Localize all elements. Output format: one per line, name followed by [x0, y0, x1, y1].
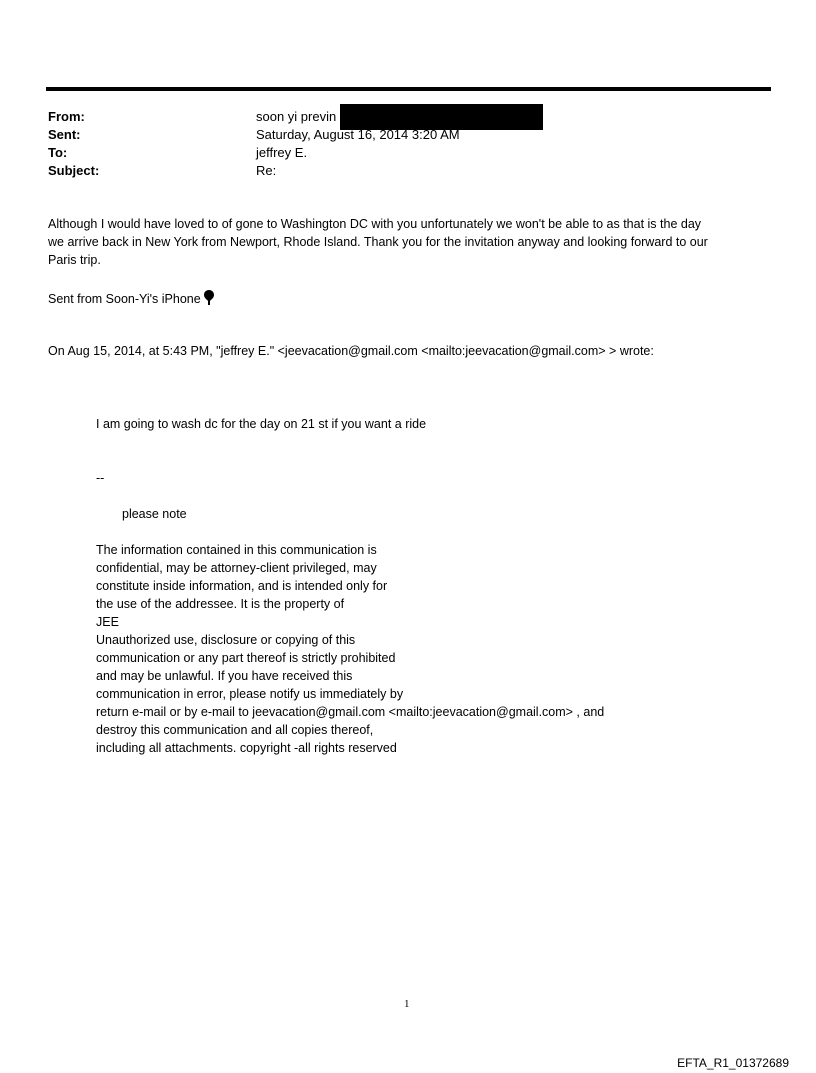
document-id: EFTA_R1_01372689 — [677, 1056, 789, 1070]
message-body — [48, 215, 778, 269]
disclaimer-line: return e-mail or by e-mail to jeevacation@gmail.com <mailto:jeevacation@gmail.com> , and — [96, 705, 605, 719]
disclaimer-line: communication in error, please notify us immediately by — [96, 687, 404, 701]
from-label: From: — [48, 109, 85, 124]
subject-value: Re: — [256, 163, 277, 178]
disclaimer-line: confidential, may be attorney-client privileged, may — [96, 561, 377, 575]
to-label: To: — [48, 145, 68, 160]
to-value: jeffrey E. — [256, 145, 308, 160]
page-number: 1 — [404, 998, 410, 1010]
subject-label: Subject: — [48, 163, 100, 178]
disclaimer-line: destroy this communication and all copies thereof, — [96, 723, 374, 737]
disclaimer — [96, 541, 604, 757]
note-heading: please note — [122, 507, 187, 521]
body-line: we arrive back in New York from Newport, Rhode Island. Thank you for the invitation anyway and looking forward to our — [48, 235, 708, 249]
signature-line — [48, 290, 778, 308]
from-name: soon yi previn — [256, 109, 337, 124]
header-rule — [46, 87, 771, 91]
body-line: Although I would have loved to of gone to Washington DC with you unfortunately we won't be able to as that is the day — [48, 217, 702, 231]
sent-value: Saturday, August 16, 2014 3:20 AM — [256, 127, 460, 142]
disclaimer-line: The information contained in this communication is — [96, 543, 377, 557]
disclaimer-line: and may be unlawful. If you have received this — [96, 669, 353, 683]
sent-label: Sent: — [48, 127, 81, 142]
signature-separator: -- — [96, 471, 105, 485]
disclaimer-line: the use of the addressee. It is the property of — [96, 597, 345, 611]
disclaimer-line: communication or any part thereof is strictly prohibited — [96, 651, 396, 665]
disclaimer-line: Unauthorized use, disclosure or copying of this — [96, 633, 356, 647]
signature-text: Sent from Soon-Yi's iPhone — [48, 292, 201, 306]
disclaimer-line: constitute inside information, and is intended only for — [96, 579, 388, 593]
pin-icon — [204, 290, 214, 306]
quoted-message: I am going to wash dc for the day on 21 st if you want a ride — [96, 417, 427, 431]
disclaimer-line: JEE — [96, 615, 119, 629]
quote-intro: On Aug 15, 2014, at 5:43 PM, "jeffrey E." <jeevacation@gmail.com <mailto:jeevacation@gmail.com> > wrote: — [48, 344, 654, 358]
body-line: Paris trip. — [48, 253, 101, 267]
disclaimer-line: including all attachments. copyright -all rights reserved — [96, 741, 397, 755]
